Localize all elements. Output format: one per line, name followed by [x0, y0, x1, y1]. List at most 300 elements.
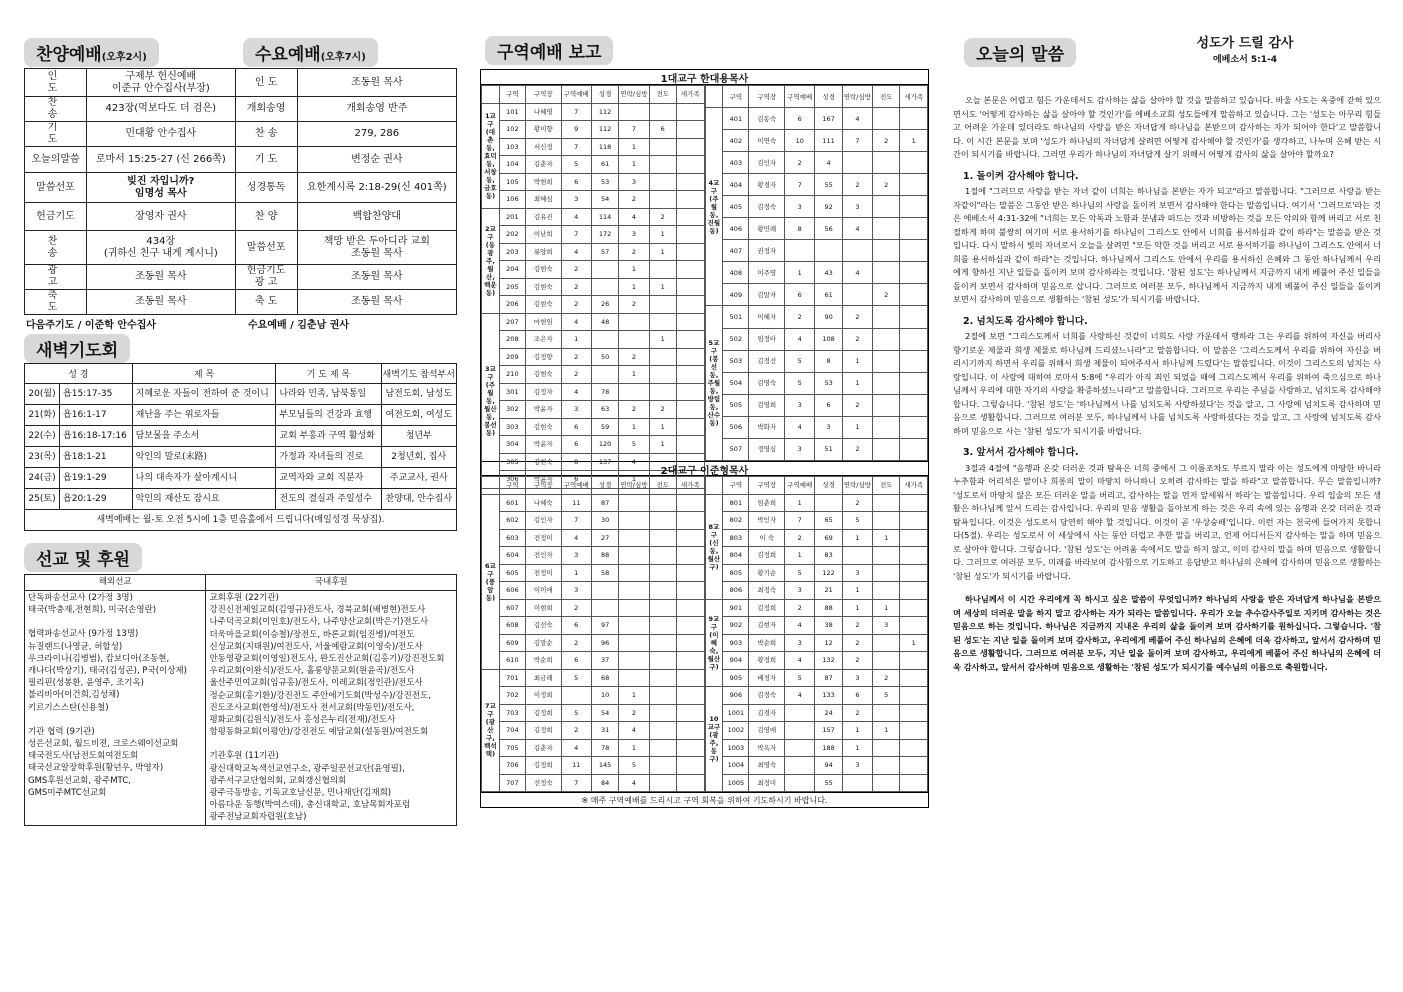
cell-value: 2: [785, 152, 815, 174]
cell-value: 3: [842, 757, 872, 775]
cell-row: [482, 634, 705, 652]
cell-value: [676, 226, 704, 244]
cell-value: [676, 617, 704, 635]
cell-value: 501: [723, 306, 749, 328]
cell-worship-tab: 구역예배 보고: [485, 36, 613, 65]
cell-value: [900, 722, 928, 740]
worship-value: 279, 286: [297, 122, 456, 147]
cell-value: 122: [815, 564, 842, 582]
cell-value: 805: [723, 564, 749, 582]
cell-col-header: 구역예배: [785, 477, 815, 495]
cell-value: 4: [785, 687, 815, 705]
cell-value: 78: [591, 383, 618, 401]
cell-value: [676, 261, 704, 279]
cell-value: 112: [591, 103, 618, 121]
cell-value: 이혜자: [749, 306, 785, 328]
cell-value: [649, 634, 676, 652]
mission-line: [28, 616, 202, 628]
cell-value: 5: [619, 757, 649, 775]
mission-line: 나주덕곡교회(이인호)/전도사, 나주양산교회(박은기)전도사: [209, 617, 429, 628]
cell-value: [649, 564, 676, 582]
cell-value: 3: [785, 394, 815, 416]
worship-label: 기 도: [235, 147, 297, 173]
cell-value: [900, 564, 928, 582]
cell-value: [676, 512, 704, 530]
cell-value: [900, 372, 928, 394]
cell-value: 박윤자: [525, 471, 561, 489]
cell-value: [900, 196, 928, 218]
cell-col-header: 구역: [499, 86, 525, 104]
dawn-cell: 욥20:1-29: [60, 489, 133, 510]
dawn-cell: 교역자와 교회 직분자: [276, 468, 381, 489]
cell-value: 1: [649, 418, 676, 436]
worship-value: 로마서 15:25-27 (신 266쪽): [87, 147, 236, 173]
dawn-cell: 욥15:17-35: [60, 384, 133, 405]
cell-value: 201: [499, 208, 525, 226]
worship-label: 찬 양: [235, 203, 297, 231]
cell-value: [873, 704, 900, 722]
mission-line: 평화교회(김원식)/전도사 홍성은누리(전재)/전도사: [209, 715, 396, 726]
cell-row: [482, 383, 705, 401]
cell-row: [705, 687, 928, 705]
cell-col-header: 연락/심방: [619, 86, 649, 104]
cell-value: [619, 331, 649, 349]
cell-value: [873, 652, 900, 670]
cell-value: 802: [723, 512, 749, 530]
cell-value: 2: [619, 296, 649, 314]
cell-value: 5: [842, 512, 872, 530]
cell-value: 901: [723, 599, 749, 617]
cell-value: 701: [499, 669, 525, 687]
cell-value: [676, 173, 704, 191]
mission-line: 성은선교회, 월드비젼, 크로스웨이선교회: [28, 739, 179, 750]
cell-value: 2: [785, 306, 815, 328]
cell-value: 94: [815, 757, 842, 775]
cell-value: [676, 383, 704, 401]
cell-value: 5: [873, 687, 900, 705]
cell-row: [705, 416, 928, 438]
worship-value: 변정순 권사: [297, 147, 456, 173]
cell-value: [900, 262, 928, 284]
grid-footer: ※ 매주 구역예배를 드리시고 구역 회복을 위하여 기도하시기 바랍니다.: [481, 792, 928, 806]
cell-row: [705, 174, 928, 196]
worship-label: 성경통독: [235, 173, 297, 203]
mission-tab: 선교 및 후원: [24, 543, 142, 572]
worship-row: [25, 290, 457, 315]
cell-value: [676, 401, 704, 419]
cell-value: 전정미: [525, 529, 561, 547]
cell-value: 김정숙: [749, 196, 785, 218]
cell-value: 97: [591, 617, 618, 635]
cell-value: 120: [591, 436, 618, 454]
cell-value: 1: [649, 226, 676, 244]
cell-row: [705, 757, 928, 775]
cell-value: 104: [499, 156, 525, 174]
cell-value: 3: [785, 634, 815, 652]
cell-row: [705, 512, 928, 530]
cell-value: [649, 617, 676, 635]
dawn-row: [25, 489, 457, 510]
cell-value: [649, 191, 676, 209]
cell-value: 65: [815, 512, 842, 530]
cell-value: 1: [842, 372, 872, 394]
cell-value: 6: [561, 617, 591, 635]
cell-value: [900, 599, 928, 617]
worship-label: 광 고: [25, 265, 87, 290]
dawn-cell: 여전도회, 여성도: [381, 405, 457, 426]
cell-value: 김현숙: [525, 278, 561, 296]
cell-value: 3: [842, 196, 872, 218]
cell-row: [705, 262, 928, 284]
cell-value: [676, 652, 704, 670]
cell-value: [900, 774, 928, 792]
worship-row: [25, 173, 457, 203]
cell-value: 1: [649, 331, 676, 349]
cell-report-grid: [480, 69, 929, 808]
word-tab: 오늘의 말씀: [964, 38, 1076, 67]
wednesday-worship-tab: 수요예배(오후7시): [243, 38, 378, 67]
cell-value: [591, 261, 618, 279]
cell-value: 1: [900, 634, 928, 652]
cell-value: [619, 599, 649, 617]
cell-col-header: 연락/심방: [842, 86, 872, 108]
cell-value: 이연숙: [749, 130, 785, 152]
cell-row: [482, 418, 705, 436]
cell-col-header: 구역장: [525, 477, 561, 495]
cell-value: [649, 173, 676, 191]
cell-value: 6: [561, 173, 591, 191]
mission-line: 우리교회(이완식)/전도사, 홀롱양문교회(원윤곡)/전도사: [209, 666, 415, 677]
cell-row: [482, 103, 705, 121]
cell-value: 409: [723, 284, 749, 306]
cell-value: 3: [561, 582, 591, 600]
cell-value: 54: [591, 191, 618, 209]
cell-value: 6: [785, 108, 815, 130]
cell-value: 506: [723, 416, 749, 438]
cell-value: 박화자: [749, 416, 785, 438]
cell-value: 7: [785, 174, 815, 196]
mission-line: 광주극동방송, 기독교호남신문, 민나재단(김재희): [209, 788, 392, 799]
dawn-col: 제 목: [132, 364, 276, 384]
cell-value: 황경자: [749, 174, 785, 196]
cell-value: 507: [723, 438, 749, 460]
cell-value: 304: [499, 436, 525, 454]
cell-value: [619, 564, 649, 582]
cell-value: 207: [499, 313, 525, 331]
cell-value: [591, 599, 618, 617]
cell-value: [900, 108, 928, 130]
cell-value: 2: [873, 130, 900, 152]
cell-value: [591, 331, 618, 349]
cell-value: 108: [815, 328, 842, 350]
dawn-cell: 주교교사, 권사: [381, 468, 457, 489]
worship-row: [25, 122, 457, 147]
cell-value: [676, 296, 704, 314]
cell-value: 이미애: [525, 582, 561, 600]
cell-value: 김정자: [525, 383, 561, 401]
mission-line: 단독파송선교사 (2가정 3명): [28, 593, 133, 603]
cell-table: [705, 85, 929, 461]
cell-value: 4: [561, 208, 591, 226]
sermon-title: 성도가 드릴 감사: [1196, 36, 1294, 51]
mission-line: 아름다운 동행(박여스데), 총신대학교, 호남목회자포럼: [209, 800, 411, 811]
cell-value: [815, 240, 842, 262]
cell-col-header: 새가족: [900, 86, 928, 108]
cell-value: 2: [649, 401, 676, 419]
worship-label: 오늘의말씀: [25, 147, 87, 173]
cell-value: [649, 103, 676, 121]
mission-line: 교회후원 (22기관): [209, 593, 279, 603]
cell-value: 10: [785, 130, 815, 152]
cell-value: 102: [499, 121, 525, 139]
cell-value: 1: [649, 243, 676, 261]
cell-value: 2: [842, 174, 872, 196]
cell-value: [873, 196, 900, 218]
cell-value: 2: [561, 261, 591, 279]
cell-value: 1: [619, 278, 649, 296]
dawn-cell: 교회 부흥과 구역 활성화: [276, 426, 381, 447]
cell-value: [873, 152, 900, 174]
cell-row: [705, 108, 928, 130]
cell-value: 배정자: [749, 669, 785, 687]
cell-value: 1: [842, 582, 872, 600]
cell-row: [705, 218, 928, 240]
cell-value: 906: [723, 687, 749, 705]
cell-value: 5: [785, 564, 815, 582]
cell-value: 2: [842, 634, 872, 652]
cell-value: 7: [561, 774, 591, 792]
cell-value: [900, 416, 928, 438]
dawn-cell: 재난을 주는 위로자들: [132, 405, 276, 426]
cell-value: 502: [723, 328, 749, 350]
cell-value: 707: [499, 774, 525, 792]
cell-col-header: 성경: [591, 477, 618, 495]
dawn-row: [25, 405, 457, 426]
worship-value: 개회송영 반주: [297, 97, 456, 122]
cell-value: [873, 328, 900, 350]
cell-value: [900, 240, 928, 262]
cell-value: [676, 418, 704, 436]
cell-row: [705, 240, 928, 262]
cell-value: [676, 436, 704, 454]
dawn-cell: 욥16:18-17:16: [60, 426, 133, 447]
cell-col-header: 구역예배: [785, 86, 815, 108]
sermon-point-3: 3. 앞서서 감사해야 합니다.: [963, 447, 1079, 458]
cell-value: 305: [499, 453, 525, 471]
cell-value: 7: [561, 103, 591, 121]
cell-row: [705, 739, 928, 757]
cell-value: [900, 494, 928, 512]
cell-row: [482, 191, 705, 209]
cell-value: 26: [591, 296, 618, 314]
cell-value: 2: [619, 348, 649, 366]
cell-value: 806: [723, 582, 749, 600]
cell-value: 4: [561, 529, 591, 547]
cell-value: 김동숙: [749, 108, 785, 130]
cell-value: 박윤자: [525, 436, 561, 454]
worship-value: 434장 (귀하신 친구 내게 계시니): [87, 231, 236, 265]
cell-value: [676, 494, 704, 512]
cell-value: 황기순: [749, 564, 785, 582]
cell-value: [649, 722, 676, 740]
cell-value: [900, 547, 928, 565]
cell-value: 1: [619, 418, 649, 436]
cell-value: [676, 757, 704, 775]
cell-value: 4: [561, 313, 591, 331]
mission-line: 강진신전제일교회(김영규)전도사, 경북교회(배병현)전도사: [209, 605, 426, 616]
cell-value: 37: [591, 652, 618, 670]
cell-value: [676, 774, 704, 792]
cell-value: 김명숙: [749, 372, 785, 394]
cell-value: 1003: [723, 739, 749, 757]
cell-value: [649, 366, 676, 384]
overseas-list: [25, 591, 206, 826]
cell-col-header: 구역예배: [561, 86, 591, 104]
cell-value: [619, 313, 649, 331]
cell-value: 박현희: [525, 173, 561, 191]
cell-col-header: 성경: [815, 86, 842, 108]
cell-value: 4: [785, 416, 815, 438]
cell-value: 황정희: [749, 652, 785, 670]
dawn-cell: 전도의 결실과 주일성수: [276, 489, 381, 510]
cell-value: [873, 394, 900, 416]
cell-value: [649, 704, 676, 722]
cell-value: 7: [619, 121, 649, 139]
mission-line: 광주전남교회자립원(호남): [209, 812, 307, 823]
dawn-col: 새벽기도 참석부서: [381, 364, 457, 384]
dawn-cell: 남전도회, 남성도: [381, 384, 457, 405]
cell-value: 2: [873, 284, 900, 306]
cell-value: 504: [723, 372, 749, 394]
cell-row: [482, 669, 705, 687]
cell-value: [842, 774, 872, 792]
cell-value: 50: [591, 348, 618, 366]
dawn-cell: 욥19:1-29: [60, 468, 133, 489]
cell-value: 505: [723, 394, 749, 416]
cell-value: 김정선: [749, 350, 785, 372]
cell-value: [676, 547, 704, 565]
cell-value: [873, 262, 900, 284]
cell-value: 김정희: [525, 757, 561, 775]
cell-value: 7: [561, 512, 591, 530]
cell-value: 4: [785, 328, 815, 350]
cell-group-label: 2교구(동광주, 월산, 백운동): [482, 208, 500, 313]
cell-value: [649, 383, 676, 401]
cell-value: 2: [619, 704, 649, 722]
cell-value: [619, 652, 649, 670]
cell-group-label: 9교구(이혜숙, 월산구): [705, 599, 723, 687]
cell-value: 202: [499, 226, 525, 244]
cell-value: [873, 494, 900, 512]
dawn-cell: 24(금): [25, 468, 60, 489]
cell-value: 박옥자: [749, 739, 785, 757]
cell-value: 3: [619, 173, 649, 191]
mission-line: 신성교회(지태원)/여전도사, 서울예람교회(이영숙)/전도사: [209, 641, 423, 652]
cell-value: [873, 739, 900, 757]
domestic-header: 국내후원: [206, 575, 457, 591]
cell-col-header: 전도: [873, 477, 900, 495]
cell-value: 전인자: [525, 547, 561, 565]
cell-value: 87: [815, 669, 842, 687]
cell-value: 1: [842, 416, 872, 438]
cell-value: [676, 121, 704, 139]
worship-label: 인 도: [25, 69, 87, 97]
cell-value: 112: [591, 121, 618, 139]
cell-value: [900, 512, 928, 530]
cell-group-label: 6교구(풍암동): [482, 494, 500, 669]
cell-value: [561, 687, 591, 705]
cell-value: [900, 328, 928, 350]
cell-row: [482, 529, 705, 547]
cell-row: [482, 156, 705, 174]
cell-value: 601: [499, 494, 525, 512]
cell-col-header: 구역장: [525, 86, 561, 104]
mission-line: 기관 협력 (9기관): [28, 726, 95, 737]
cell-value: 167: [815, 108, 842, 130]
cell-value: 8: [785, 218, 815, 240]
cell-value: [649, 757, 676, 775]
cell-col-header: 연락/심방: [619, 477, 649, 495]
cell-value: 48: [591, 313, 618, 331]
cell-value: 김정희: [749, 547, 785, 565]
cell-value: 김말순: [525, 634, 561, 652]
cell-table: [481, 476, 705, 792]
cell-value: [649, 494, 676, 512]
cell-value: 1005: [723, 774, 749, 792]
cell-value: 1: [842, 739, 872, 757]
cell-value: 3: [619, 226, 649, 244]
cell-value: 403: [723, 152, 749, 174]
cell-value: [676, 582, 704, 600]
cell-value: 선정숙: [525, 774, 561, 792]
cell-value: [900, 174, 928, 196]
cell-value: 이난희: [525, 226, 561, 244]
cell-col-header: 전도: [873, 86, 900, 108]
cell-value: 김현숙: [525, 366, 561, 384]
dawn-header-row: [25, 364, 457, 384]
cell-value: 7: [785, 512, 815, 530]
worship-row: [25, 97, 457, 122]
cell-col-header: 구역: [723, 86, 749, 108]
cell-value: 나혜영: [525, 103, 561, 121]
cell-value: 1: [619, 739, 649, 757]
worship-value: 구제부 헌신예배 이준규 안수집사(부장): [87, 69, 236, 97]
mission-line: 기관후원 (11기관): [209, 751, 279, 762]
cell-row: [705, 284, 928, 306]
cell-value: 209: [499, 348, 525, 366]
cell-value: [900, 284, 928, 306]
worship-label: 개회송영: [235, 97, 297, 122]
cell-value: [676, 599, 704, 617]
worship-row: [25, 203, 457, 231]
sermon-closing: 하나님께서 이 시간 우리에게 꼭 하시고 싶은 말씀이 무엇입니까? 하나님의 사랑을 받은 자녀답게 하나님을 본받으며 세상의 더러운 말을 하지 말고 감사하는 자가 되라는 말씀입니다. 우리가 오늘 추수감사주일로 지키며 감사하는 것은 믿음으로 하는 것입니다. 하나님은 지금까지 지내온 우리의 삶을 돌이켜 보며 감사하기를 원하십니다. 그렇습니다. '참된 성도'는 지난 일을 돌이켜 보며 감사하고, 우리에게 베풀어 주신 하나님의 은혜에 더욱 감사하고, 앞서서 감사하며 믿음으로 생활합니다. 그러므로 여러분 모두, 지난 일을 돌이켜 보며 감사하고, 우리에게 베풀어 주신 하나님의 은혜에 더욱 감사하고, 앞서서 감사하며 믿음으로 생활하는 '참된 성도'가 되시기를 예수님의 이름으로 축원합니다.: [953, 594, 1381, 672]
mission-line: 키르기스스탄(신용철): [28, 702, 109, 713]
cell-value: [649, 261, 676, 279]
cell-value: 김춘자: [525, 739, 561, 757]
worship-label: 찬 송: [25, 97, 87, 122]
cell-value: 2: [873, 174, 900, 196]
cell-value: 8: [561, 453, 591, 471]
cell-value: 6: [815, 394, 842, 416]
cell-value: 2: [561, 722, 591, 740]
cell-value: 6: [561, 471, 591, 489]
dawn-cell: 21(화): [25, 405, 60, 426]
cell-value: [676, 278, 704, 296]
cell-value: 6: [561, 436, 591, 454]
worship-value: 조동원 목사: [297, 290, 456, 315]
worship-value: 조동원 목사: [87, 265, 236, 290]
mission-line: 태국선교알장학후원(황년우, 박영자): [28, 763, 164, 774]
